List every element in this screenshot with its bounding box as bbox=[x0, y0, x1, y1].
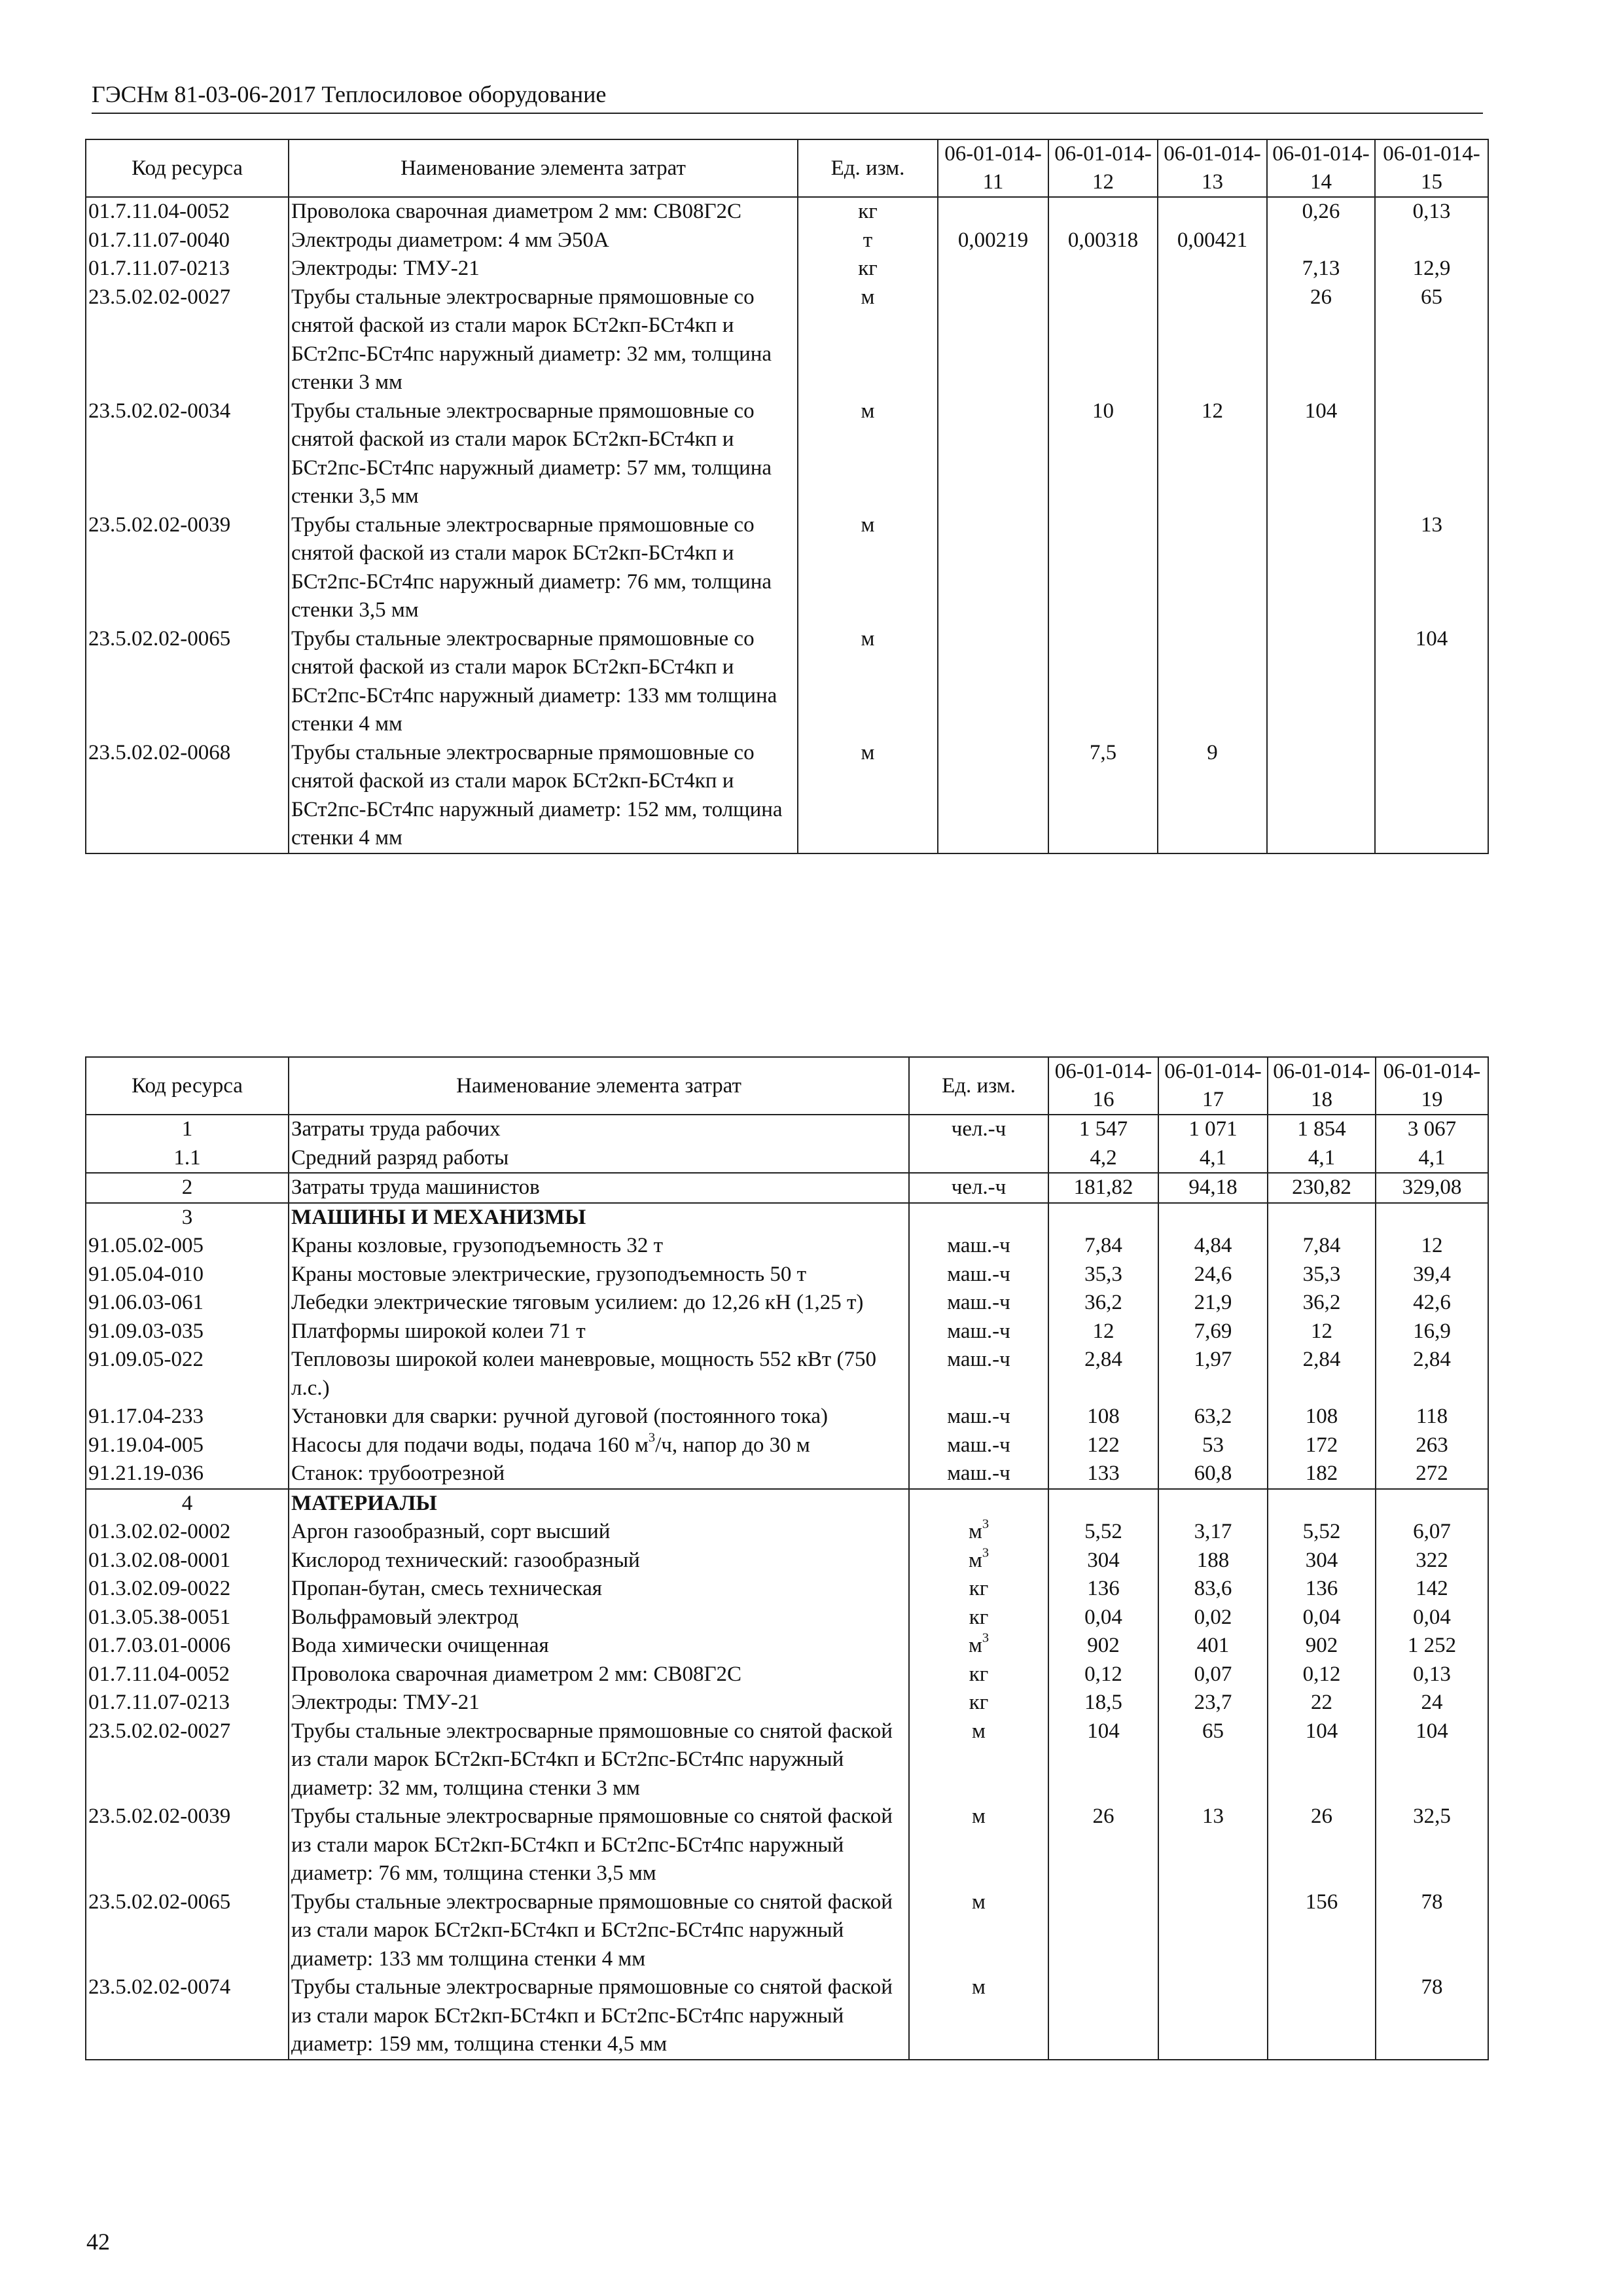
resource-code: 23.5.02.02-0039 bbox=[86, 1803, 289, 1888]
column-header: 06-01-014-11 bbox=[938, 139, 1048, 197]
table-row bbox=[86, 1632, 1488, 1660]
unit: м bbox=[909, 1717, 1048, 1803]
value-cell: 21,9 bbox=[1158, 1289, 1268, 1318]
superscript: 3 bbox=[982, 1630, 990, 1645]
value-cell: 108 bbox=[1048, 1403, 1158, 1431]
value-cell: 0,13 bbox=[1375, 197, 1488, 226]
table-header-row bbox=[86, 139, 1488, 197]
resource-name-text: Насосы для подачи воды, подача 160 м bbox=[291, 1433, 649, 1457]
resource-code: 23.5.02.02-0065 bbox=[86, 625, 289, 739]
resource-code: 01.7.03.01-0006 bbox=[86, 1632, 289, 1660]
resource-code: 91.05.02-005 bbox=[86, 1232, 289, 1261]
resource-name: Кислород технический: газообразный bbox=[289, 1547, 909, 1575]
value-cell: 118 bbox=[1376, 1403, 1488, 1431]
value-cell: 263 bbox=[1376, 1431, 1488, 1460]
value-cell: 329,08 bbox=[1376, 1173, 1488, 1203]
value-cell: 7,69 bbox=[1158, 1318, 1268, 1346]
resource-name: Проволока сварочная диаметром 2 мм: СВ08Г2С bbox=[289, 197, 798, 226]
resource-code: 23.5.02.02-0074 bbox=[86, 1973, 289, 2060]
value-cell: 0,26 bbox=[1267, 197, 1375, 226]
value-cell bbox=[1375, 226, 1488, 255]
value-cell: 5,52 bbox=[1268, 1518, 1376, 1547]
value-cell: 156 bbox=[1268, 1888, 1376, 1974]
value-cell bbox=[1048, 625, 1158, 739]
value-cell: 401 bbox=[1158, 1632, 1268, 1660]
resource-name: Платформы широкой колеи 71 т bbox=[289, 1318, 909, 1346]
value-cell: 7,84 bbox=[1048, 1232, 1158, 1261]
resource-code: 1.1 bbox=[86, 1144, 289, 1174]
value-cell bbox=[1158, 625, 1267, 739]
unit: м bbox=[909, 1888, 1048, 1974]
resource-code: 3 bbox=[86, 1203, 289, 1232]
resource-name: Вольфрамовый электрод bbox=[289, 1604, 909, 1632]
value-cell bbox=[938, 283, 1048, 397]
value-cell: 23,7 bbox=[1158, 1689, 1268, 1717]
value-cell: 63,2 bbox=[1158, 1403, 1268, 1431]
unit: маш.-ч bbox=[909, 1261, 1048, 1289]
table-row bbox=[86, 1717, 1488, 1803]
value-cell: 26 bbox=[1048, 1803, 1158, 1888]
value-cell: 2,84 bbox=[1376, 1346, 1488, 1403]
superscript: 3 bbox=[648, 1430, 656, 1445]
unit: маш.-ч bbox=[909, 1403, 1048, 1431]
table-row bbox=[86, 1173, 1488, 1203]
value-cell: 24 bbox=[1376, 1689, 1488, 1717]
value-cell: 36,2 bbox=[1268, 1289, 1376, 1318]
resource-name: Аргон газообразный, сорт высший bbox=[289, 1518, 909, 1547]
value-cell: 304 bbox=[1048, 1547, 1158, 1575]
value-cell bbox=[1048, 1888, 1158, 1974]
value-cell: 172 bbox=[1268, 1431, 1376, 1460]
table-row bbox=[86, 1803, 1488, 1888]
table-row bbox=[86, 625, 1488, 739]
resource-table-2 bbox=[85, 1056, 1489, 2060]
table-row bbox=[86, 1575, 1488, 1604]
value-cell: 136 bbox=[1048, 1575, 1158, 1604]
column-header: Код ресурса bbox=[86, 1057, 289, 1115]
value-cell: 12 bbox=[1048, 1318, 1158, 1346]
unit: маш.-ч bbox=[909, 1346, 1048, 1403]
resource-code: 01.7.11.04-0052 bbox=[86, 197, 289, 226]
value-cell bbox=[1158, 1973, 1268, 2060]
value-cell: 272 bbox=[1376, 1460, 1488, 1489]
table-row bbox=[86, 1489, 1488, 1518]
value-cell: 65 bbox=[1375, 283, 1488, 397]
table-row bbox=[86, 197, 1488, 226]
value-cell bbox=[1268, 1489, 1376, 1518]
column-header: 06-01-014-12 bbox=[1048, 139, 1158, 197]
table-row bbox=[86, 1232, 1488, 1261]
resource-name: Электроды: ТМУ-21 bbox=[289, 1689, 909, 1717]
column-header: 06-01-014-14 bbox=[1267, 139, 1375, 197]
value-cell bbox=[1048, 1973, 1158, 2060]
resource-name: Электроды диаметром: 4 мм Э50А bbox=[289, 226, 798, 255]
unit: кг bbox=[909, 1660, 1048, 1689]
column-header: 06-01-014-13 bbox=[1158, 139, 1267, 197]
value-cell: 35,3 bbox=[1048, 1261, 1158, 1289]
table-row bbox=[86, 1346, 1488, 1403]
table-row bbox=[86, 1888, 1488, 1974]
unit: маш.-ч bbox=[909, 1318, 1048, 1346]
value-cell: 136 bbox=[1268, 1575, 1376, 1604]
resource-code: 01.7.11.04-0052 bbox=[86, 1660, 289, 1689]
resource-name: Трубы стальные электросварные прямошовные со снятой фаской из стали марок БСт2кп-БСт4кп и БСт2пс-БСт4пс наружный диаметр: 32 мм, толщина стенки 3 мм bbox=[289, 283, 798, 397]
value-cell: 4,2 bbox=[1048, 1144, 1158, 1174]
value-cell: 78 bbox=[1376, 1973, 1488, 2060]
resource-name: Вода химически очищенная bbox=[289, 1632, 909, 1660]
resource-name: МАШИНЫ И МЕХАНИЗМЫ bbox=[289, 1203, 909, 1232]
column-header: 06-01-014-18 bbox=[1268, 1057, 1376, 1115]
value-cell: 2,84 bbox=[1268, 1346, 1376, 1403]
unit: кг bbox=[798, 255, 938, 283]
value-cell: 4,1 bbox=[1376, 1144, 1488, 1174]
value-cell: 1 547 bbox=[1048, 1115, 1158, 1144]
resource-code: 01.3.02.08-0001 bbox=[86, 1547, 289, 1575]
value-cell: 53 bbox=[1158, 1431, 1268, 1460]
value-cell bbox=[938, 255, 1048, 283]
resource-name: Средний разряд работы bbox=[289, 1144, 909, 1174]
page-number: 42 bbox=[86, 2229, 110, 2255]
table-row bbox=[86, 511, 1488, 625]
table-row bbox=[86, 1289, 1488, 1318]
value-cell bbox=[1267, 739, 1375, 853]
table-row bbox=[86, 1547, 1488, 1575]
resource-code: 91.21.19-036 bbox=[86, 1460, 289, 1489]
unit: маш.-ч bbox=[909, 1289, 1048, 1318]
value-cell: 94,18 bbox=[1158, 1173, 1268, 1203]
value-cell: 0,04 bbox=[1376, 1604, 1488, 1632]
column-header: Наименование элемента затрат bbox=[289, 1057, 909, 1115]
unit bbox=[909, 1489, 1048, 1518]
value-cell: 104 bbox=[1267, 397, 1375, 511]
table-row bbox=[86, 1973, 1488, 2060]
resource-name: Затраты труда рабочих bbox=[289, 1115, 909, 1144]
value-cell: 4,84 bbox=[1158, 1232, 1268, 1261]
column-header: 06-01-014-16 bbox=[1048, 1057, 1158, 1115]
unit: м bbox=[798, 625, 938, 739]
unit bbox=[909, 1632, 1048, 1660]
value-cell: 108 bbox=[1268, 1403, 1376, 1431]
value-cell: 26 bbox=[1267, 283, 1375, 397]
value-cell bbox=[1158, 1203, 1268, 1232]
resource-code: 01.3.05.38-0051 bbox=[86, 1604, 289, 1632]
unit: м bbox=[798, 511, 938, 625]
resource-name: Электроды: ТМУ-21 bbox=[289, 255, 798, 283]
superscript: 3 bbox=[982, 1516, 990, 1532]
resource-code: 23.5.02.02-0034 bbox=[86, 397, 289, 511]
table-header-row bbox=[86, 1057, 1488, 1115]
unit: кг bbox=[909, 1575, 1048, 1604]
column-header: Код ресурса bbox=[86, 139, 289, 197]
column-header: 06-01-014-17 bbox=[1158, 1057, 1268, 1115]
value-cell bbox=[1267, 511, 1375, 625]
table-row bbox=[86, 1660, 1488, 1689]
value-cell bbox=[1267, 226, 1375, 255]
table-row bbox=[86, 397, 1488, 511]
resource-name: Проволока сварочная диаметром 2 мм: СВ08Г2С bbox=[289, 1660, 909, 1689]
unit: маш.-ч bbox=[909, 1460, 1048, 1489]
unit: кг bbox=[909, 1604, 1048, 1632]
value-cell: 322 bbox=[1376, 1547, 1488, 1575]
value-cell: 0,07 bbox=[1158, 1660, 1268, 1689]
value-cell: 0,12 bbox=[1048, 1660, 1158, 1689]
table-body bbox=[86, 1115, 1488, 2060]
value-cell: 12 bbox=[1376, 1232, 1488, 1261]
value-cell: 7,5 bbox=[1048, 739, 1158, 853]
resource-name: Трубы стальные электросварные прямошовные со снятой фаской из стали марок БСт2кп-БСт4кп и БСт2пс-БСт4пс наружный диаметр: 76 мм, толщина стенки 3,5 мм bbox=[289, 511, 798, 625]
value-cell: 3 067 bbox=[1376, 1115, 1488, 1144]
unit bbox=[909, 1144, 1048, 1174]
value-cell bbox=[938, 511, 1048, 625]
unit bbox=[909, 1547, 1048, 1575]
value-cell: 6,07 bbox=[1376, 1518, 1488, 1547]
value-cell: 0,02 bbox=[1158, 1604, 1268, 1632]
value-cell bbox=[1158, 511, 1267, 625]
unit: м bbox=[798, 283, 938, 397]
resource-code: 4 bbox=[86, 1489, 289, 1518]
resource-code: 23.5.02.02-0068 bbox=[86, 739, 289, 853]
value-cell: 3,17 bbox=[1158, 1518, 1268, 1547]
column-header: Ед. изм. bbox=[798, 139, 938, 197]
value-cell bbox=[1048, 197, 1158, 226]
resource-name-text: /ч, напор до 30 м bbox=[655, 1433, 810, 1457]
value-cell: 0,12 bbox=[1268, 1660, 1376, 1689]
value-cell: 10 bbox=[1048, 397, 1158, 511]
value-cell: 122 bbox=[1048, 1431, 1158, 1460]
table-row bbox=[86, 226, 1488, 255]
resource-code: 91.09.05-022 bbox=[86, 1346, 289, 1403]
value-cell: 39,4 bbox=[1376, 1261, 1488, 1289]
value-cell bbox=[938, 197, 1048, 226]
unit: маш.-ч bbox=[909, 1431, 1048, 1460]
value-cell: 4,1 bbox=[1158, 1144, 1268, 1174]
value-cell bbox=[1375, 397, 1488, 511]
value-cell: 0,04 bbox=[1268, 1604, 1376, 1632]
resource-name: Трубы стальные электросварные прямошовные со снятой фаской из стали марок БСт2кп-БСт4кп и БСт2пс-БСт4пс наружный диаметр: 57 мм, толщина стенки 3,5 мм bbox=[289, 397, 798, 511]
table-row bbox=[86, 1518, 1488, 1547]
value-cell: 35,3 bbox=[1268, 1261, 1376, 1289]
value-cell: 0,13 bbox=[1376, 1660, 1488, 1689]
value-cell: 12 bbox=[1268, 1318, 1376, 1346]
value-cell: 7,13 bbox=[1267, 255, 1375, 283]
value-cell: 32,5 bbox=[1376, 1803, 1488, 1888]
resource-name: Станок: трубоотрезной bbox=[289, 1460, 909, 1489]
value-cell: 12 bbox=[1158, 397, 1267, 511]
resource-code: 01.7.11.07-0213 bbox=[86, 255, 289, 283]
unit: маш.-ч bbox=[909, 1232, 1048, 1261]
unit: м bbox=[909, 1973, 1048, 2060]
column-header: 06-01-014-19 bbox=[1376, 1057, 1488, 1115]
resource-name: Затраты труда машинистов bbox=[289, 1173, 909, 1203]
table-row bbox=[86, 739, 1488, 853]
table-row bbox=[86, 255, 1488, 283]
unit-text: м bbox=[968, 1634, 982, 1657]
unit: чел.-ч bbox=[909, 1173, 1048, 1203]
table-row bbox=[86, 1203, 1488, 1232]
unit: кг bbox=[798, 197, 938, 226]
value-cell: 0,00421 bbox=[1158, 226, 1267, 255]
value-cell: 133 bbox=[1048, 1460, 1158, 1489]
value-cell: 13 bbox=[1158, 1803, 1268, 1888]
value-cell bbox=[1048, 1203, 1158, 1232]
column-header: 06-01-014-15 bbox=[1375, 139, 1488, 197]
value-cell: 9 bbox=[1158, 739, 1267, 853]
value-cell: 1,97 bbox=[1158, 1346, 1268, 1403]
value-cell bbox=[1376, 1203, 1488, 1232]
table-body bbox=[86, 197, 1488, 853]
document-title: ГЭСНм 81-03-06-2017 Теплосиловое оборудование bbox=[92, 81, 607, 107]
resource-code: 91.17.04-233 bbox=[86, 1403, 289, 1431]
value-cell bbox=[1048, 511, 1158, 625]
value-cell: 902 bbox=[1048, 1632, 1158, 1660]
value-cell: 1 071 bbox=[1158, 1115, 1268, 1144]
value-cell bbox=[1158, 1489, 1268, 1518]
table-row bbox=[86, 1403, 1488, 1431]
value-cell: 13 bbox=[1375, 511, 1488, 625]
value-cell bbox=[1376, 1489, 1488, 1518]
value-cell: 0,04 bbox=[1048, 1604, 1158, 1632]
resource-code: 91.09.03-035 bbox=[86, 1318, 289, 1346]
value-cell: 2,84 bbox=[1048, 1346, 1158, 1403]
resource-name: Трубы стальные электросварные прямошовные со снятой фаской из стали марок БСт2кп-БСт4кп и БСт2пс-БСт4пс наружный диаметр: 152 мм, толщина стенки 4 мм bbox=[289, 739, 798, 853]
value-cell: 902 bbox=[1268, 1632, 1376, 1660]
value-cell: 4,1 bbox=[1268, 1144, 1376, 1174]
resource-name: Трубы стальные электросварные прямошовные со снятой фаской из стали марок БСт2кп-БСт4кп и БСт2пс-БСт4пс наружный диаметр: 133 мм толщина стенки 4 мм bbox=[289, 1888, 909, 1974]
unit: т bbox=[798, 226, 938, 255]
value-cell: 26 bbox=[1268, 1803, 1376, 1888]
resource-code: 23.5.02.02-0027 bbox=[86, 1717, 289, 1803]
value-cell bbox=[1158, 255, 1267, 283]
value-cell: 12,9 bbox=[1375, 255, 1488, 283]
value-cell: 230,82 bbox=[1268, 1173, 1376, 1203]
value-cell bbox=[1158, 1888, 1268, 1974]
value-cell bbox=[1158, 197, 1267, 226]
resource-code: 91.06.03-061 bbox=[86, 1289, 289, 1318]
unit: кг bbox=[909, 1689, 1048, 1717]
table-row bbox=[86, 1115, 1488, 1144]
value-cell bbox=[1048, 1489, 1158, 1518]
value-cell: 0,00318 bbox=[1048, 226, 1158, 255]
value-cell: 60,8 bbox=[1158, 1460, 1268, 1489]
unit: м bbox=[909, 1803, 1048, 1888]
value-cell: 1 252 bbox=[1376, 1632, 1488, 1660]
value-cell: 42,6 bbox=[1376, 1289, 1488, 1318]
resource-name: Трубы стальные электросварные прямошовные со снятой фаской из стали марок БСт2кп-БСт4кп и БСт2пс-БСт4пс наружный диаметр: 159 мм, толщина стенки 4,5 мм bbox=[289, 1973, 909, 2060]
resource-name: Установки для сварки: ручной дуговой (постоянного тока) bbox=[289, 1403, 909, 1431]
value-cell bbox=[938, 397, 1048, 511]
value-cell bbox=[1375, 739, 1488, 853]
resource-code: 91.19.04-005 bbox=[86, 1431, 289, 1460]
resource-name: Тепловозы широкой колеи маневровые, мощность 552 кВт (750 л.с.) bbox=[289, 1346, 909, 1403]
value-cell: 83,6 bbox=[1158, 1575, 1268, 1604]
unit: м bbox=[798, 397, 938, 511]
resource-name bbox=[289, 1431, 909, 1460]
resource-name: Лебедки электрические тяговым усилием: до 12,26 кН (1,25 т) bbox=[289, 1289, 909, 1318]
value-cell: 0,00219 bbox=[938, 226, 1048, 255]
resource-name: Пропан-бутан, смесь техническая bbox=[289, 1575, 909, 1604]
value-cell: 65 bbox=[1158, 1717, 1268, 1803]
table-row bbox=[86, 1144, 1488, 1174]
value-cell: 24,6 bbox=[1158, 1261, 1268, 1289]
resource-code: 01.3.02.09-0022 bbox=[86, 1575, 289, 1604]
value-cell: 36,2 bbox=[1048, 1289, 1158, 1318]
resource-code: 23.5.02.02-0065 bbox=[86, 1888, 289, 1974]
value-cell bbox=[1158, 283, 1267, 397]
value-cell bbox=[1048, 283, 1158, 397]
value-cell: 1 854 bbox=[1268, 1115, 1376, 1144]
resource-name: Трубы стальные электросварные прямошовные со снятой фаской из стали марок БСт2кп-БСт4кп и БСт2пс-БСт4пс наружный диаметр: 133 мм толщина стенки 4 мм bbox=[289, 625, 798, 739]
column-header: Наименование элемента затрат bbox=[289, 139, 798, 197]
unit bbox=[909, 1518, 1048, 1547]
unit: м bbox=[798, 739, 938, 853]
page-header bbox=[92, 79, 1483, 114]
table-row bbox=[86, 1460, 1488, 1489]
value-cell bbox=[1268, 1203, 1376, 1232]
superscript: 3 bbox=[982, 1545, 990, 1560]
resource-code: 2 bbox=[86, 1173, 289, 1203]
unit: чел.-ч bbox=[909, 1115, 1048, 1144]
table-row bbox=[86, 1689, 1488, 1717]
resource-table-1 bbox=[85, 139, 1489, 854]
resource-code: 91.05.04-010 bbox=[86, 1261, 289, 1289]
value-cell bbox=[1267, 625, 1375, 739]
value-cell: 142 bbox=[1376, 1575, 1488, 1604]
value-cell: 16,9 bbox=[1376, 1318, 1488, 1346]
resource-name: Краны мостовые электрические, грузоподъемность 50 т bbox=[289, 1261, 909, 1289]
unit bbox=[909, 1203, 1048, 1232]
resource-name: Трубы стальные электросварные прямошовные со снятой фаской из стали марок БСт2кп-БСт4кп и БСт2пс-БСт4пс наружный диаметр: 76 мм, толщина стенки 3,5 мм bbox=[289, 1803, 909, 1888]
value-cell: 7,84 bbox=[1268, 1232, 1376, 1261]
column-header: Ед. изм. bbox=[909, 1057, 1048, 1115]
resource-code: 01.7.11.07-0213 bbox=[86, 1689, 289, 1717]
unit-text: м bbox=[968, 1548, 982, 1572]
resource-code: 01.7.11.07-0040 bbox=[86, 226, 289, 255]
value-cell: 182 bbox=[1268, 1460, 1376, 1489]
resource-code: 23.5.02.02-0027 bbox=[86, 283, 289, 397]
resource-name: МАТЕРИАЛЫ bbox=[289, 1489, 909, 1518]
value-cell: 304 bbox=[1268, 1547, 1376, 1575]
resource-code: 01.3.02.02-0002 bbox=[86, 1518, 289, 1547]
value-cell bbox=[938, 625, 1048, 739]
value-cell bbox=[1268, 1973, 1376, 2060]
value-cell: 104 bbox=[1048, 1717, 1158, 1803]
table-row bbox=[86, 1261, 1488, 1289]
value-cell: 22 bbox=[1268, 1689, 1376, 1717]
value-cell: 181,82 bbox=[1048, 1173, 1158, 1203]
value-cell: 78 bbox=[1376, 1888, 1488, 1974]
table-row bbox=[86, 1431, 1488, 1460]
resource-name: Трубы стальные электросварные прямошовные со снятой фаской из стали марок БСт2кп-БСт4кп и БСт2пс-БСт4пс наружный диаметр: 32 мм, толщина стенки 3 мм bbox=[289, 1717, 909, 1803]
value-cell: 104 bbox=[1268, 1717, 1376, 1803]
value-cell: 18,5 bbox=[1048, 1689, 1158, 1717]
value-cell: 104 bbox=[1375, 625, 1488, 739]
table-row bbox=[86, 283, 1488, 397]
value-cell: 104 bbox=[1376, 1717, 1488, 1803]
value-cell: 188 bbox=[1158, 1547, 1268, 1575]
table-row bbox=[86, 1318, 1488, 1346]
unit-text: м bbox=[968, 1520, 982, 1543]
resource-code: 23.5.02.02-0039 bbox=[86, 511, 289, 625]
value-cell bbox=[1048, 255, 1158, 283]
table-row bbox=[86, 1604, 1488, 1632]
resource-name: Краны козловые, грузоподъемность 32 т bbox=[289, 1232, 909, 1261]
value-cell bbox=[938, 739, 1048, 853]
value-cell: 5,52 bbox=[1048, 1518, 1158, 1547]
resource-code: 1 bbox=[86, 1115, 289, 1144]
